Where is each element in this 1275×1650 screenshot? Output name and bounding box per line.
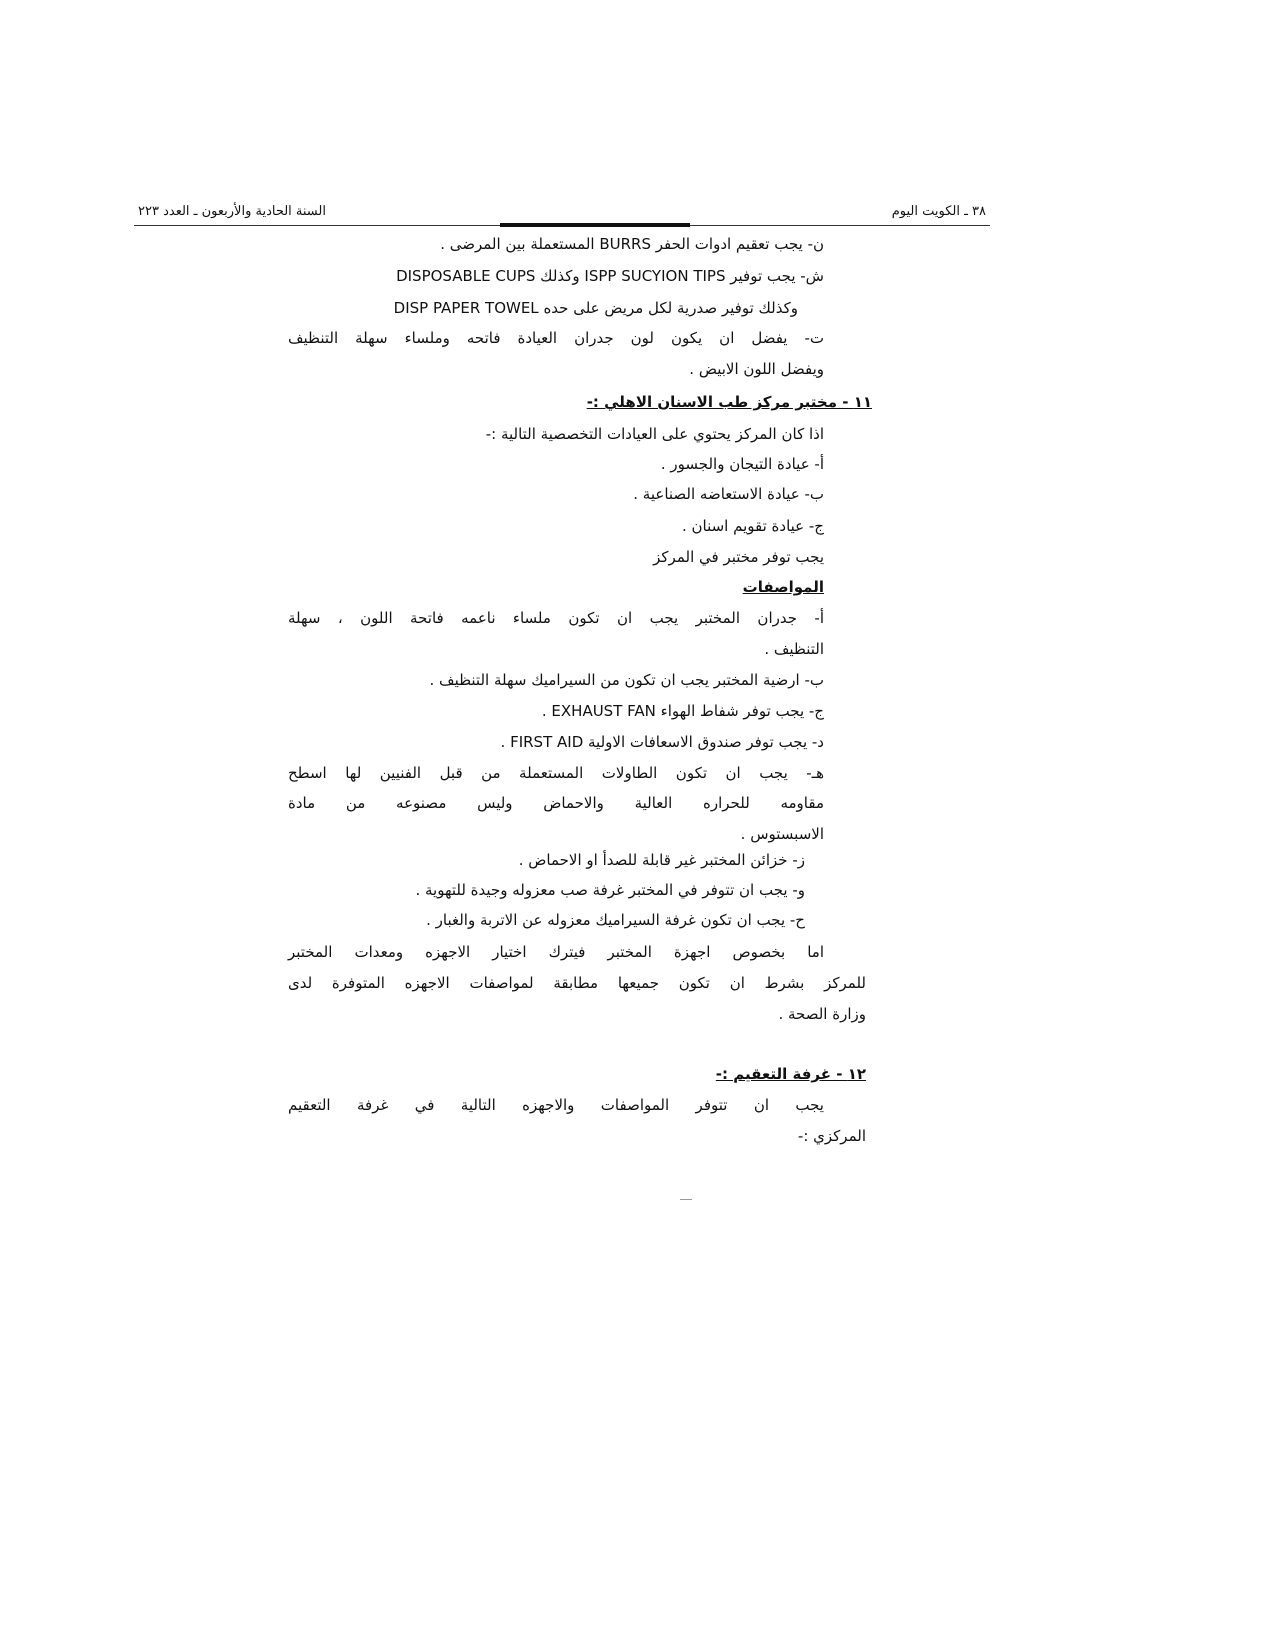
header-rule-accent (500, 223, 690, 227)
text-line: ز- خزائن المختبر غير قابلة للصدأ او الاحماض . (518, 851, 805, 869)
page-header (134, 196, 990, 226)
text-line: ج- يجب توفر شفاط الهواء EXHAUST FAN . (541, 702, 824, 720)
text-line: ب- ارضية المختبر يجب ان تكون من السيراميك سهلة التنظيف . (429, 671, 824, 689)
text-line: ن- يجب تعقيم ادوات الحفر BURRS المستعملة بين المرضى . (440, 235, 824, 253)
text-line: أ- جدران المختبر يجب ان تكون ملساء ناعمه فاتحة اللون ، سهلة (288, 609, 824, 627)
text-line: اذا كان المركز يحتوي على العيادات التخصصية التالية :- (485, 425, 824, 443)
text-line: ش- يجب توفير ISPP SUCYION TIPS وكذلك DISPOSABLE CUPS (396, 267, 824, 285)
section-heading: ١١ - مختبر مركز طب الاسنان الاهلي :- (586, 393, 872, 411)
text-line: ت- يفضل ان يكون لون جدران العيادة فاتحه وملساء سهلة التنظيف (288, 329, 824, 347)
text-line: وكذلك توفير صدرية لكل مريض على حده DISP PAPER TOWEL (393, 299, 798, 317)
text-line: د- يجب توفر صندوق الاسعافات الاولية FIRST AID . (500, 733, 824, 751)
subheading: المواصفات (742, 578, 824, 596)
text-line: ب- عيادة الاستعاضه الصناعية . (633, 485, 824, 503)
stray-mark (680, 1199, 692, 1200)
text-line: هـ- يجب ان تكون الطاولات المستعملة من قبل الفنيين لها اسطح (288, 764, 824, 782)
text-line: للمركز بشرط ان تكون جميعها مطابقة لمواصفات الاجهزه المتوفرة لدى (288, 974, 866, 992)
text-line: المركزي :- (797, 1127, 866, 1145)
text-line: أ- عيادة التيجان والجسور . (660, 455, 824, 473)
section-heading: ١٢ - غرفة التعقيم :- (715, 1065, 866, 1083)
text-line: الاسبستوس . (740, 825, 824, 843)
page-number-publication: ٣٨ ـ الكويت اليوم (891, 204, 986, 219)
text-line: يجب ان تتوفر المواصفات والاجهزه التالية في غرفة التعقيم (288, 1096, 824, 1114)
text-line: ج- عيادة تقويم اسنان . (681, 517, 824, 535)
text-line: وزارة الصحة . (778, 1005, 866, 1023)
issue-info: السنة الحادية والأربعون ـ العدد ٢٢٣ (138, 204, 326, 219)
text-line: اما بخصوص اجهزة المختبر فيترك اختيار الاجهزه ومعدات المختبر (288, 943, 824, 961)
text-line: يجب توفر مختبر في المركز (653, 548, 824, 566)
text-line: مقاومه للحراره العالية والاحماض وليس مصنوعه من مادة (288, 794, 824, 812)
text-line: ويفضل اللون الابيض . (689, 360, 824, 378)
text-line: ح- يجب ان تكون غرفة السيراميك معزوله عن الاتربة والغبار . (426, 911, 805, 929)
text-line: التنظيف . (764, 640, 824, 658)
text-line: و- يجب ان تتوفر في المختبر غرفة صب معزوله وجيدة للتهوية . (415, 881, 805, 899)
